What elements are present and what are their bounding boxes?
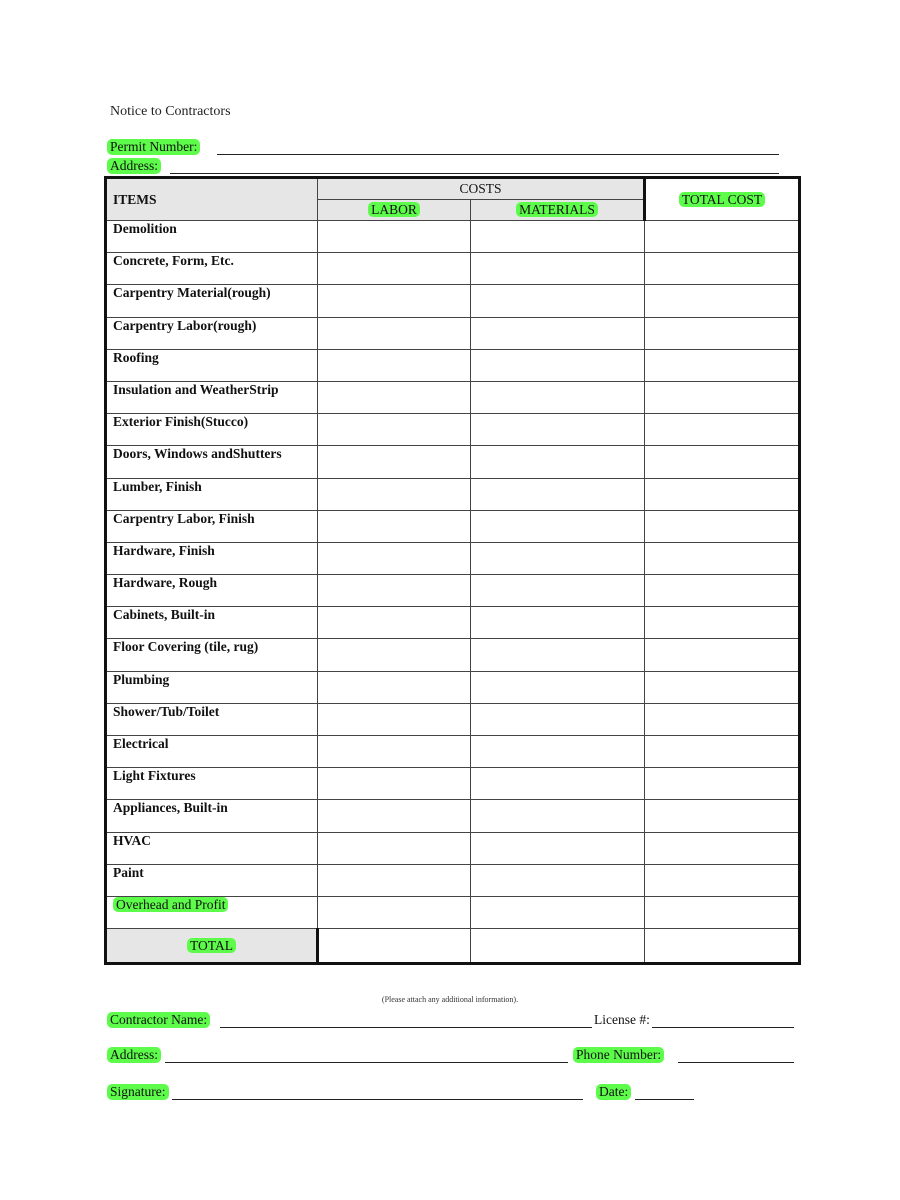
table-row — [106, 510, 800, 542]
total-cost-cell[interactable] — [645, 446, 800, 478]
phone-number-label: Phone Number: — [573, 1047, 664, 1063]
labor-cell[interactable] — [318, 896, 471, 928]
address-label: Address: — [107, 158, 161, 174]
total-materials-cell[interactable] — [471, 929, 645, 964]
materials-cell[interactable] — [471, 703, 645, 735]
table-row — [106, 253, 800, 285]
table-row — [106, 349, 800, 381]
materials-cell[interactable] — [471, 349, 645, 381]
total-label: TOTAL — [106, 929, 318, 964]
labor-cell[interactable] — [318, 381, 471, 413]
total-cost-cell[interactable] — [645, 607, 800, 639]
total-cost-cell[interactable] — [645, 414, 800, 446]
phone-number-field[interactable] — [678, 1062, 794, 1063]
materials-cell[interactable] — [471, 542, 645, 574]
labor-cell[interactable] — [318, 864, 471, 896]
materials-cell[interactable] — [471, 832, 645, 864]
table-row — [106, 832, 800, 864]
total-cost-cell[interactable] — [645, 864, 800, 896]
total-cost-cell[interactable] — [645, 575, 800, 607]
total-cost-cell[interactable] — [645, 510, 800, 542]
labor-cell[interactable] — [318, 607, 471, 639]
items-header: ITEMS — [106, 178, 318, 221]
labor-cell[interactable] — [318, 575, 471, 607]
total-labor-cell[interactable] — [318, 929, 471, 964]
footer-address-field[interactable] — [165, 1062, 568, 1063]
cost-table — [104, 176, 801, 965]
license-field[interactable] — [652, 1027, 794, 1028]
labor-cell[interactable] — [318, 414, 471, 446]
table-row — [106, 317, 800, 349]
total-cost-cell[interactable] — [645, 542, 800, 574]
table-row — [106, 736, 800, 768]
materials-cell[interactable] — [471, 864, 645, 896]
item-label: Lumber, Finish — [106, 478, 318, 510]
total-row — [106, 929, 800, 964]
labor-cell[interactable] — [318, 478, 471, 510]
total-cost-cell[interactable] — [645, 703, 800, 735]
labor-cell[interactable] — [318, 285, 471, 317]
item-label: Paint — [106, 864, 318, 896]
item-label: Carpentry Material(rough) — [106, 285, 318, 317]
table-row — [106, 864, 800, 896]
item-label: Hardware, Finish — [106, 542, 318, 574]
materials-cell[interactable] — [471, 317, 645, 349]
signature-field[interactable] — [172, 1099, 583, 1100]
materials-cell[interactable] — [471, 414, 645, 446]
labor-cell[interactable] — [318, 768, 471, 800]
total-cost-cell[interactable] — [645, 285, 800, 317]
table-row — [106, 414, 800, 446]
table-row — [106, 607, 800, 639]
materials-cell[interactable] — [471, 607, 645, 639]
item-rows — [106, 221, 800, 929]
table-row — [106, 800, 800, 832]
materials-cell[interactable] — [471, 446, 645, 478]
materials-cell[interactable] — [471, 253, 645, 285]
table-row — [106, 381, 800, 413]
item-label: Concrete, Form, Etc. — [106, 253, 318, 285]
item-label: Exterior Finish(Stucco) — [106, 414, 318, 446]
item-label: Floor Covering (tile, rug) — [106, 639, 318, 671]
materials-cell[interactable] — [471, 221, 645, 253]
table-row — [106, 542, 800, 574]
total-cost-cell[interactable] — [645, 832, 800, 864]
total-cost-cell[interactable] — [645, 736, 800, 768]
item-label: Electrical — [106, 736, 318, 768]
item-label: Cabinets, Built-in — [106, 607, 318, 639]
date-label: Date: — [596, 1084, 631, 1100]
labor-cell[interactable] — [318, 253, 471, 285]
item-label: Carpentry Labor, Finish — [106, 510, 318, 542]
footer-address-label: Address: — [107, 1047, 161, 1063]
labor-header: LABOR — [318, 200, 471, 221]
table-row — [106, 478, 800, 510]
table-row — [106, 575, 800, 607]
labor-cell[interactable] — [318, 703, 471, 735]
materials-cell[interactable] — [471, 478, 645, 510]
labor-cell[interactable] — [318, 542, 471, 574]
item-label: Appliances, Built-in — [106, 800, 318, 832]
item-label: HVAC — [106, 832, 318, 864]
contractor-name-field[interactable] — [220, 1027, 592, 1028]
item-label: Plumbing — [106, 671, 318, 703]
total-cost-cell[interactable] — [645, 478, 800, 510]
table-row — [106, 221, 800, 253]
table-row — [106, 896, 800, 928]
total-cost-cell[interactable] — [645, 671, 800, 703]
total-cost-cell[interactable] — [645, 381, 800, 413]
total-cost-cell[interactable] — [645, 896, 800, 928]
form-title: Notice to Contractors — [110, 104, 231, 119]
materials-cell[interactable] — [471, 510, 645, 542]
table-row — [106, 639, 800, 671]
total-cost-cell[interactable] — [645, 929, 800, 964]
materials-header: MATERIALS — [471, 200, 645, 221]
labor-cell[interactable] — [318, 446, 471, 478]
table-row — [106, 446, 800, 478]
labor-cell[interactable] — [318, 736, 471, 768]
table-row — [106, 671, 800, 703]
costs-header: COSTS — [318, 178, 645, 200]
materials-cell[interactable] — [471, 381, 645, 413]
total-cost-cell[interactable] — [645, 349, 800, 381]
signature-label: Signature: — [107, 1084, 169, 1100]
materials-cell[interactable] — [471, 736, 645, 768]
materials-cell[interactable] — [471, 671, 645, 703]
total-cost-cell[interactable] — [645, 800, 800, 832]
materials-cell[interactable] — [471, 768, 645, 800]
labor-cell[interactable] — [318, 671, 471, 703]
item-label: Shower/Tub/Toilet — [106, 703, 318, 735]
contractor-name-label: Contractor Name: — [107, 1012, 210, 1028]
item-label: Carpentry Labor(rough) — [106, 317, 318, 349]
materials-cell[interactable] — [471, 285, 645, 317]
item-label: Doors, Windows andShutters — [106, 446, 318, 478]
materials-cell[interactable] — [471, 800, 645, 832]
permit-number-field[interactable] — [217, 154, 779, 155]
materials-cell[interactable] — [471, 575, 645, 607]
labor-cell[interactable] — [318, 221, 471, 253]
table-row — [106, 703, 800, 735]
labor-cell[interactable] — [318, 639, 471, 671]
item-label: Overhead and Profit — [106, 896, 318, 928]
total-cost-cell[interactable] — [645, 253, 800, 285]
item-label: Insulation and WeatherStrip — [106, 381, 318, 413]
attach-note: (Please attach any additional information). — [381, 995, 519, 1004]
labor-cell[interactable] — [318, 510, 471, 542]
table-row — [106, 285, 800, 317]
license-label: License #: — [594, 1012, 650, 1027]
total-cost-cell[interactable] — [645, 317, 800, 349]
item-label: Demolition — [106, 221, 318, 253]
address-field[interactable] — [170, 173, 779, 174]
item-label: Roofing — [106, 349, 318, 381]
item-label: Hardware, Rough — [106, 575, 318, 607]
total-cost-header: TOTAL COST — [645, 178, 800, 221]
labor-cell[interactable] — [318, 317, 471, 349]
table-row — [106, 768, 800, 800]
permit-number-label: Permit Number: — [107, 139, 200, 155]
total-cost-cell[interactable] — [645, 221, 800, 253]
labor-cell[interactable] — [318, 832, 471, 864]
labor-cell[interactable] — [318, 349, 471, 381]
total-cost-cell[interactable] — [645, 768, 800, 800]
date-field[interactable] — [635, 1099, 694, 1100]
total-cost-cell[interactable] — [645, 639, 800, 671]
item-label: Light Fixtures — [106, 768, 318, 800]
labor-cell[interactable] — [318, 800, 471, 832]
materials-cell[interactable] — [471, 896, 645, 928]
materials-cell[interactable] — [471, 639, 645, 671]
